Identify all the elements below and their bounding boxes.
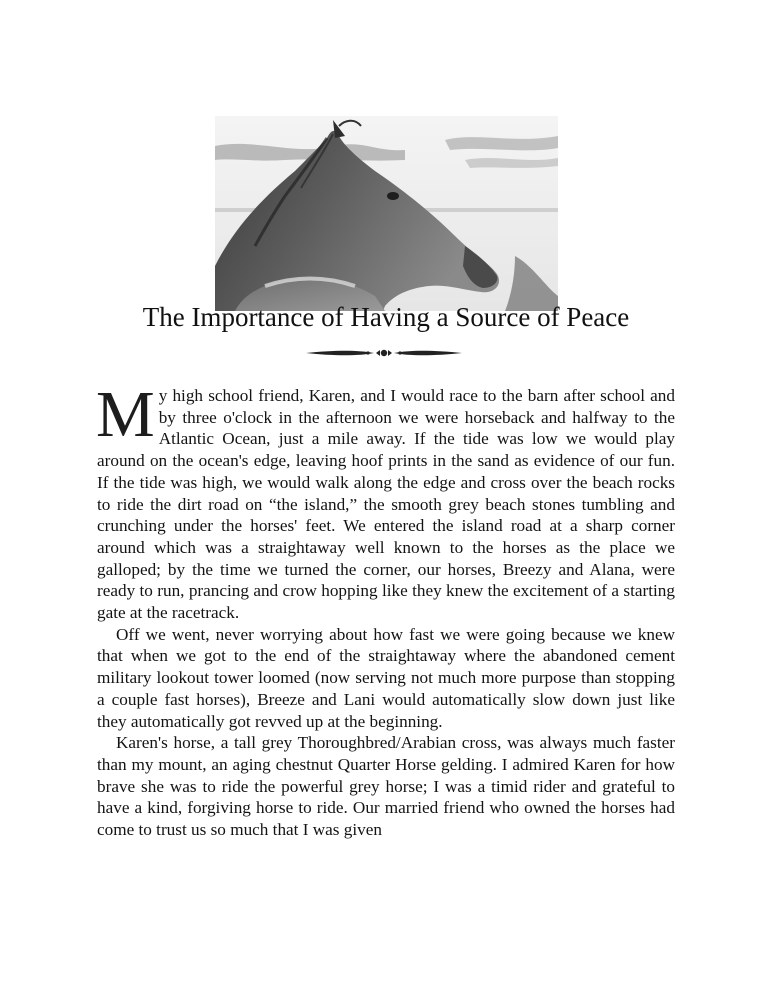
paragraph: Off we went, never worrying about how fast we were going because we knew that when we got to the end of the straightaway where the abandoned cement military lookout tower loomed (now serving not much more purpose than stopping a couple fast horses), Breeze and Lani would automatically slow down just like they automatically got revved up at the beginning. [97,624,675,731]
horse-head-illustration [215,116,558,311]
flourish-divider-icon [304,346,464,360]
drop-cap: M [96,378,155,451]
paragraph: Karen's horse, a tall grey Thoroughbred/Arabian cross, was always much faster than my mount, an aging chestnut Quarter Horse gelding. I admired Karen for how brave she was to ride the powerful grey horse; I was a timid rider and grateful to have a kind, forgiving horse to ride. Our married friend who owned the horses had come to trust us so much that I was given [97,733,675,840]
paragraph-text: y high school friend, Karen, and I would race to the barn after school and by three o'clock in the afternoon we were horseback and halfway to the Atlantic Ocean, just a mile away. If the tide was low we would play around on the ocean's edge, leaving hoof prints in the sand as evidence of our fun. If the tide was high, we would walk along the edge and cross over the beach rocks to ride the dirt road on “the island,” the smooth grey beach stones tumbling and crunching under the horses' feet. We entered the island road at a sharp corner around which was a straightaway well known to the horses as the place we galloped; by the time we turned the corner, our horses, Breezy and Alana, were ready to run, prancing and crow hopping like they knew the excitement of a starting gate at the racetrack. [97,386,675,623]
chapter-title: The Importance of Having a Source of Peace [142,302,630,332]
paragraph [96,378,675,624]
chapter-body [96,378,675,841]
